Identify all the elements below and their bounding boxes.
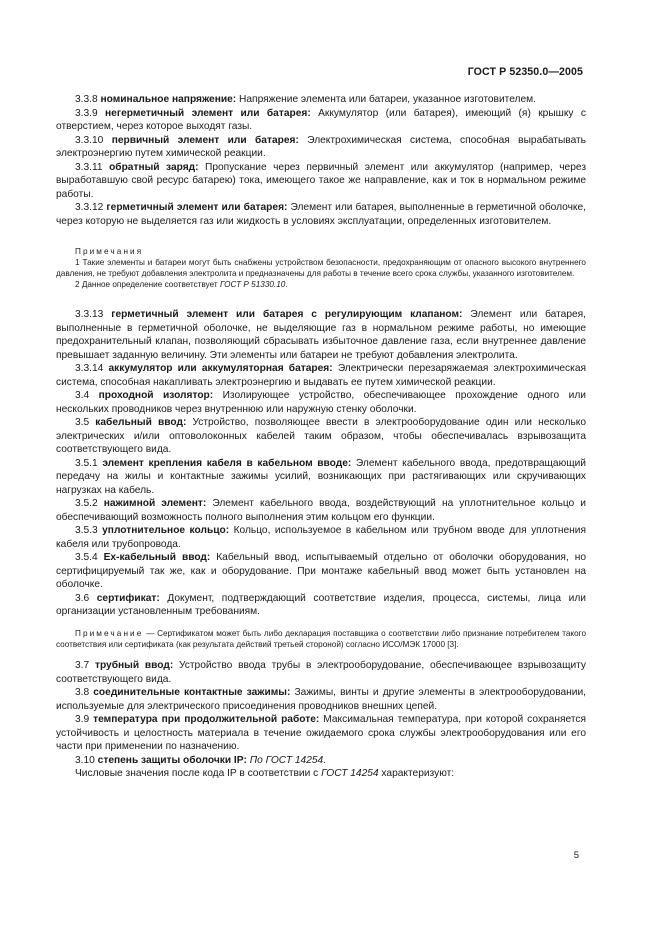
- clause-3-3-10: 3.3.10 первичный элемент или батарея: Электрохимическая система, способная вырабатывать электроэнергию путем химической реакции.: [56, 134, 586, 159]
- clause-3-9: 3.9 температура при продолжительной работе: Максимальная температура, при которой сохраняется устойчивость и целостность материала в течение ожидаемого срока службы электрооборудования или его части при применении по назначению.: [56, 714, 586, 753]
- standard-reference: ГОСТ Р 51330.10: [219, 280, 286, 290]
- clause-3-6: 3.6 сертификат: Документ, подтверждающий соответствие изделия, процесса, системы, лица или организации установленным требованиям.: [56, 592, 586, 618]
- clause-3-5-4: 3.5.4 Ex-кабельный ввод: Кабельный ввод, испытываемый отдельно от оболочки оборудования, но сертифицируемый так же, как и оборудование. При монтаже кабельный ввод может быть установлен на оболочке.: [56, 552, 586, 591]
- term: температура при продолжительной работе:: [93, 714, 320, 726]
- ip-code-intro: Числовые значения после кода IP в соответствии с ГОСТ 14254 характеризуют:: [75, 768, 455, 780]
- note-2: 2 Данное определение соответствует ГОСТ Р 51330.10.: [75, 280, 288, 290]
- document-body: [56, 93, 586, 781]
- clause-3-3-8: 3.3.8 номинальное напряжение: Напряжение элемента или батареи, указанное изготовителем.: [75, 94, 536, 105]
- term: номинальное напряжение:: [100, 94, 237, 105]
- term: первичный элемент или батарея:: [111, 134, 299, 146]
- term: обратный заряд:: [109, 161, 199, 173]
- term: сертификат:: [96, 592, 160, 604]
- term: герметичный элемент или батарея с регулирующим клапаном:: [111, 309, 463, 321]
- clause-3-5-3: 3.5.3 уплотнительное кольцо: Кольцо, используемое в кабельном или трубном вводе для уплотнения кабеля или трубопровода.: [56, 525, 586, 550]
- clause-3-3-13: 3.3.13 герметичный элемент или батарея с регулирующим клапаном: Элемент или батарея, выполненные в герметичной оболочке, не выделяющие газ в нормальном режиме работы, но имеющие предохранительный клапан, позволяющий сбрасывать избыточное давление газа, если внутреннее давление превышает заданную величину. Эти элементы или батареи не требуют добавления электролита.: [56, 309, 587, 361]
- note-certificate: Примечание — Сертификатом может быть либо декларация поставщика о соответствии либо признание потребителем такого соответствия или сертификата (как результата действий третьей стороной) согласно ИСО/МЭК 17000 [3].: [56, 628, 586, 649]
- term: нажимной элемент:: [103, 498, 207, 510]
- term: герметичный элемент или батарея:: [106, 202, 288, 213]
- term: степень защиты оболочки IP:: [97, 754, 247, 766]
- term: кабельный ввод:: [95, 417, 187, 429]
- clause-3-8: 3.8 соединительные контактные зажимы: Зажимы, винты и другие элементы в электрооборудовании, используемые для электрического присоединения проводников внешних цепей.: [56, 687, 586, 712]
- term: соединительные контактные зажимы:: [93, 687, 291, 699]
- clause-3-3-11: 3.3.11 обратный заряд: Пропускание через первичный элемент или аккумулятор (например, через выработавшую свой ресурс батарею) тока, имеющего такое же направление, как и ток в нормальном режиме работы.: [56, 161, 587, 200]
- standard-reference: По ГОСТ 14254: [249, 754, 324, 766]
- term: Ex-кабельный ввод:: [103, 552, 211, 564]
- clause-3-3-14: 3.3.14 аккумулятор или аккумуляторная батарея: Электрически перезаряжаемая электрохимическая система, способная накапливать электроэнергию и выдавать ее путем химической реакции.: [56, 363, 587, 388]
- term: трубный ввод:: [94, 660, 174, 672]
- clause-3-5: 3.5 кабельный ввод: Устройство, позволяющее ввести в электрооборудование один или несколько электрических и/или оптоволоконных кабелей таким образом, чтобы обеспечивалась взрывозащита соответствующего вида.: [56, 417, 586, 456]
- clause-3-7: 3.7 трубный ввод: Устройство ввода трубы в электрооборудование, обеспечивающее взрывозащиту соответствующего вида.: [56, 660, 587, 685]
- clause-3-5-1: 3.5.1 элемент крепления кабеля в кабельном вводе: Элемент кабельного ввода, предотвращающий передачу на жилы и контактные зажимы усилий, возникающих при растягивающих или скручивающих нагрузках на кабель.: [56, 457, 586, 496]
- clause-3-3-9: 3.3.9 негерметичный элемент или батарея: Аккумулятор (или батарея), имеющий (я) крышку с отверстием, через которое выходят газы.: [56, 107, 586, 132]
- notes-block: [56, 246, 586, 290]
- note-1: 1 Такие элементы и батареи могут быть снабжены устройством безопасности, предохраняющим от опасного высокого внутреннего давления, не требуют добавления электролита и предназначены для работы в течение всего срока службы, указанного изготовителем.: [56, 258, 586, 279]
- document-header: ГОСТ Р 52350.0—2005: [467, 66, 583, 78]
- clause-3-5-2: 3.5.2 нажимной элемент: Элемент кабельного ввода, воздействующий на уплотнительное кольцо и обеспечивающий возможность полного выполнения этим кольцом его функции.: [56, 498, 586, 523]
- clause-3-10: 3.10 степень защиты оболочки IP: По ГОСТ 14254.: [75, 754, 327, 766]
- standard-reference: ГОСТ 14254: [321, 768, 379, 780]
- term: элемент крепления кабеля в кабельном вводе:: [102, 457, 352, 469]
- term: аккумулятор или аккумуляторная батарея:: [108, 363, 333, 375]
- term: проходной изолятор:: [98, 390, 214, 402]
- clause-3-4: 3.4 проходной изолятор: Изолирующее устройство, обеспечивающее прохождение одного или нескольких проводников через внутреннюю или наружную стенку оболочки.: [56, 390, 586, 415]
- term: уплотнительное кольцо:: [102, 525, 230, 537]
- page-number: 5: [573, 850, 579, 861]
- clause-3-3-12: 3.3.12 герметичный элемент или батарея: Элемент или батарея, выполненные в герметичной оболочке, через которую не выделяется газ или жидкость в условиях эксплуатации, определенных изготовителем.: [56, 202, 586, 227]
- notes-title: Примечания: [75, 247, 144, 256]
- term: негерметичный элемент или батарея:: [105, 107, 311, 119]
